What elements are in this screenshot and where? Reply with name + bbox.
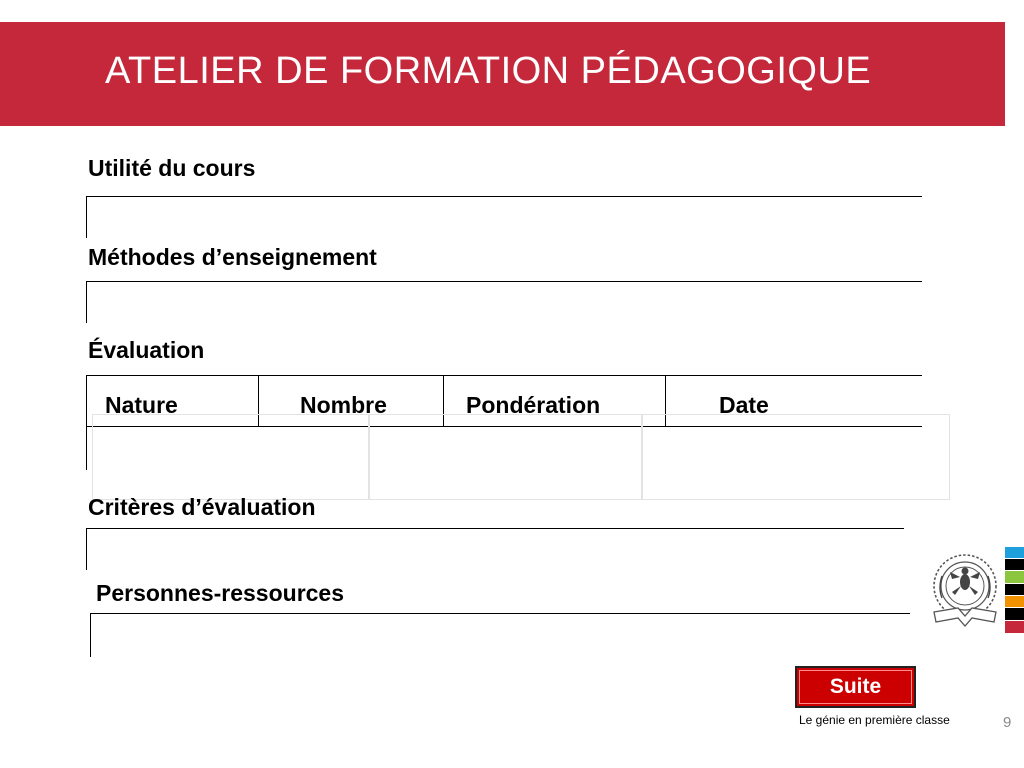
utilite-field[interactable]	[88, 198, 918, 238]
column-header-ponderation: Pondération	[466, 392, 601, 418]
field-top-border	[86, 196, 922, 197]
brand-strip-blue	[1005, 547, 1024, 558]
institution-seal-logo	[928, 552, 1002, 630]
section-title-personnes: Personnes-ressources	[96, 580, 345, 606]
page-title: ATELIER DE FORMATION PÉDAGOGIQUE	[105, 50, 872, 92]
brand-strip-red	[1005, 621, 1024, 633]
section-title-utilite: Utilité du cours	[88, 155, 256, 181]
brand-strip-black	[1005, 608, 1024, 620]
field-left-border	[90, 613, 91, 657]
evaluation-cell-ponderation-date[interactable]	[641, 414, 950, 500]
criteres-field[interactable]	[88, 530, 900, 570]
evaluation-cell-nature[interactable]	[92, 414, 370, 500]
brand-strip-green	[1005, 571, 1024, 583]
field-left-border	[86, 281, 87, 323]
evaluation-cell-nombre[interactable]	[368, 414, 643, 500]
brand-strip-black	[1005, 559, 1024, 570]
field-top-border	[86, 281, 922, 282]
section-title-evaluation: Évaluation	[88, 337, 205, 363]
suite-button[interactable]: Suite	[795, 666, 916, 708]
brand-strip-black	[1005, 584, 1024, 595]
column-header-nature: Nature	[105, 392, 178, 418]
page-number: 9	[1003, 714, 1012, 731]
section-title-criteres: Critères d’évaluation	[88, 494, 316, 520]
field-top-border	[86, 528, 904, 529]
section-title-methodes: Méthodes d’enseignement	[88, 244, 377, 270]
methodes-field[interactable]	[88, 283, 918, 323]
table-left-border	[86, 375, 87, 470]
personnes-field[interactable]	[92, 615, 906, 657]
table-top-border	[86, 375, 922, 376]
field-top-border	[90, 613, 910, 614]
column-header-date: Date	[719, 392, 769, 418]
column-header-nombre: Nombre	[300, 392, 387, 418]
footer-tagline: Le génie en première classe	[799, 713, 950, 727]
field-left-border	[86, 196, 87, 238]
field-left-border	[86, 528, 87, 570]
brand-strip-orange	[1005, 596, 1024, 607]
